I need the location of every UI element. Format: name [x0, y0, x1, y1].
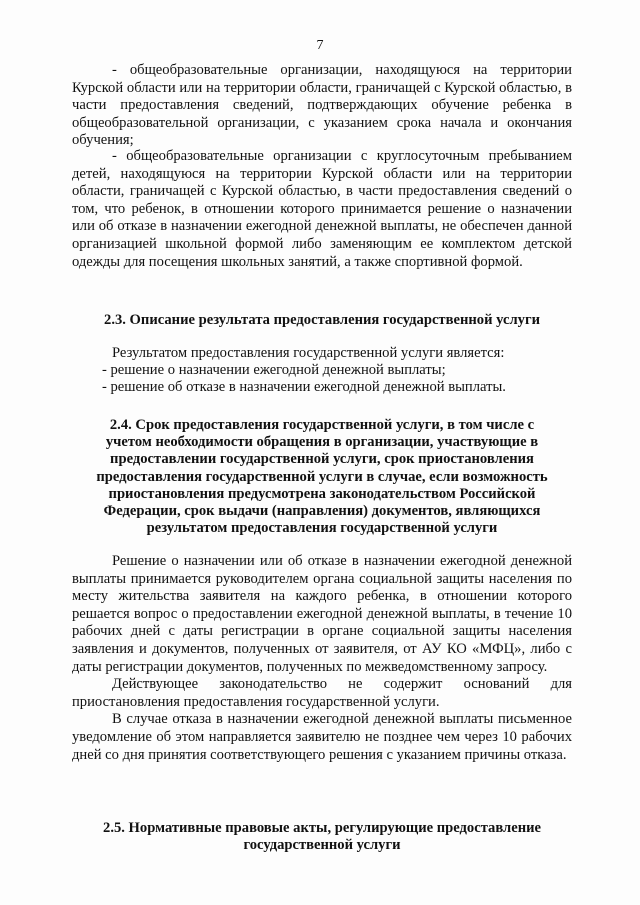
heading-line: учетом необходимости обращения в организации, участвующие в [105, 434, 539, 451]
heading-line: 2.5. Нормативные правовые акты, регулирующие предоставление [103, 820, 541, 836]
paragraph: Решение о назначении или об отказе в назначении ежегодной денежной выплаты принимается руководителем органа социальной защиты населения по месту жительства заявителя на каждого ребенка, в отношении которого решается вопрос о предоставлении ежегодной денежной выплаты, в течение 10 рабочих дней с даты регистрации в органе социальной защиты населения заявления и документов, полученных от заявителя, от АУ КО «МФЦ», либо с даты регистрации документов, полученных по межведомственному запросу. [72, 553, 572, 675]
heading-line: Федерации, срок выдачи (направления) документов, являющихся [103, 503, 541, 520]
section-2-3-heading: 2.3. Описание результата предоставления государственной услуги [104, 312, 540, 328]
section-2-4-body [72, 553, 572, 764]
paragraph: Действующее законодательство не содержит оснований для приостановления предоставления государственной услуги. [72, 676, 572, 710]
heading-line: результатом предоставления государственной услуги [146, 520, 498, 537]
paragraph: В случае отказа в назначении ежегодной денежной выплаты письменное уведомление об этом направляется заявителю не позднее чем через 10 рабочих дней со дня принятия соответствующего решения с указанием причины отказа. [72, 711, 572, 763]
heading-line: предоставлении государственной услуги, срок приостановления [110, 451, 534, 468]
result-item: - решение об отказе в назначении ежегодной денежной выплаты. [102, 379, 506, 395]
section-2-3-body [102, 345, 572, 396]
heading-line: приостановления предусмотрена законодательством Российской [108, 485, 536, 502]
heading-line: 2.4. Срок предоставления государственной услуги, в том числе с [109, 417, 535, 433]
page-number: 7 [316, 38, 324, 53]
list-item-text: - общеобразовательные организации, находящуюся на территории Курской области или на территории области, граничащей с Курской областью, в части предоставления сведений, подтверждающих обучение ребенка в общеобразовательной организации, с указанием срока начала и окончания обучения; [72, 62, 572, 149]
result-intro: Результатом предоставления государственной услуги является: [112, 345, 505, 361]
section-2-4-heading [72, 417, 572, 537]
list-item [72, 148, 572, 271]
section-2-5-heading [72, 820, 572, 854]
list-item-text: - общеобразовательные организации с круглосуточным пребыванием детей, находящуюся на территории Курской области или на территории области, граничащей с Курской областью, в части предоставления сведений о том, что ребенок, в отношении которого принимается решение о назначении или об отказе в назначении ежегодной денежной выплаты, не обеспечен данной организацией школьной формой либо заменяющим ее комплектом детской одежды для посещения школьных занятий, а также спортивной формой. [72, 148, 572, 270]
list-item [72, 62, 572, 150]
result-item: - решение о назначении ежегодной денежной выплаты; [102, 362, 446, 378]
heading-line: предоставления государственной услуги в случае, если возможность [96, 468, 548, 485]
heading-line: государственной услуги [243, 837, 401, 854]
